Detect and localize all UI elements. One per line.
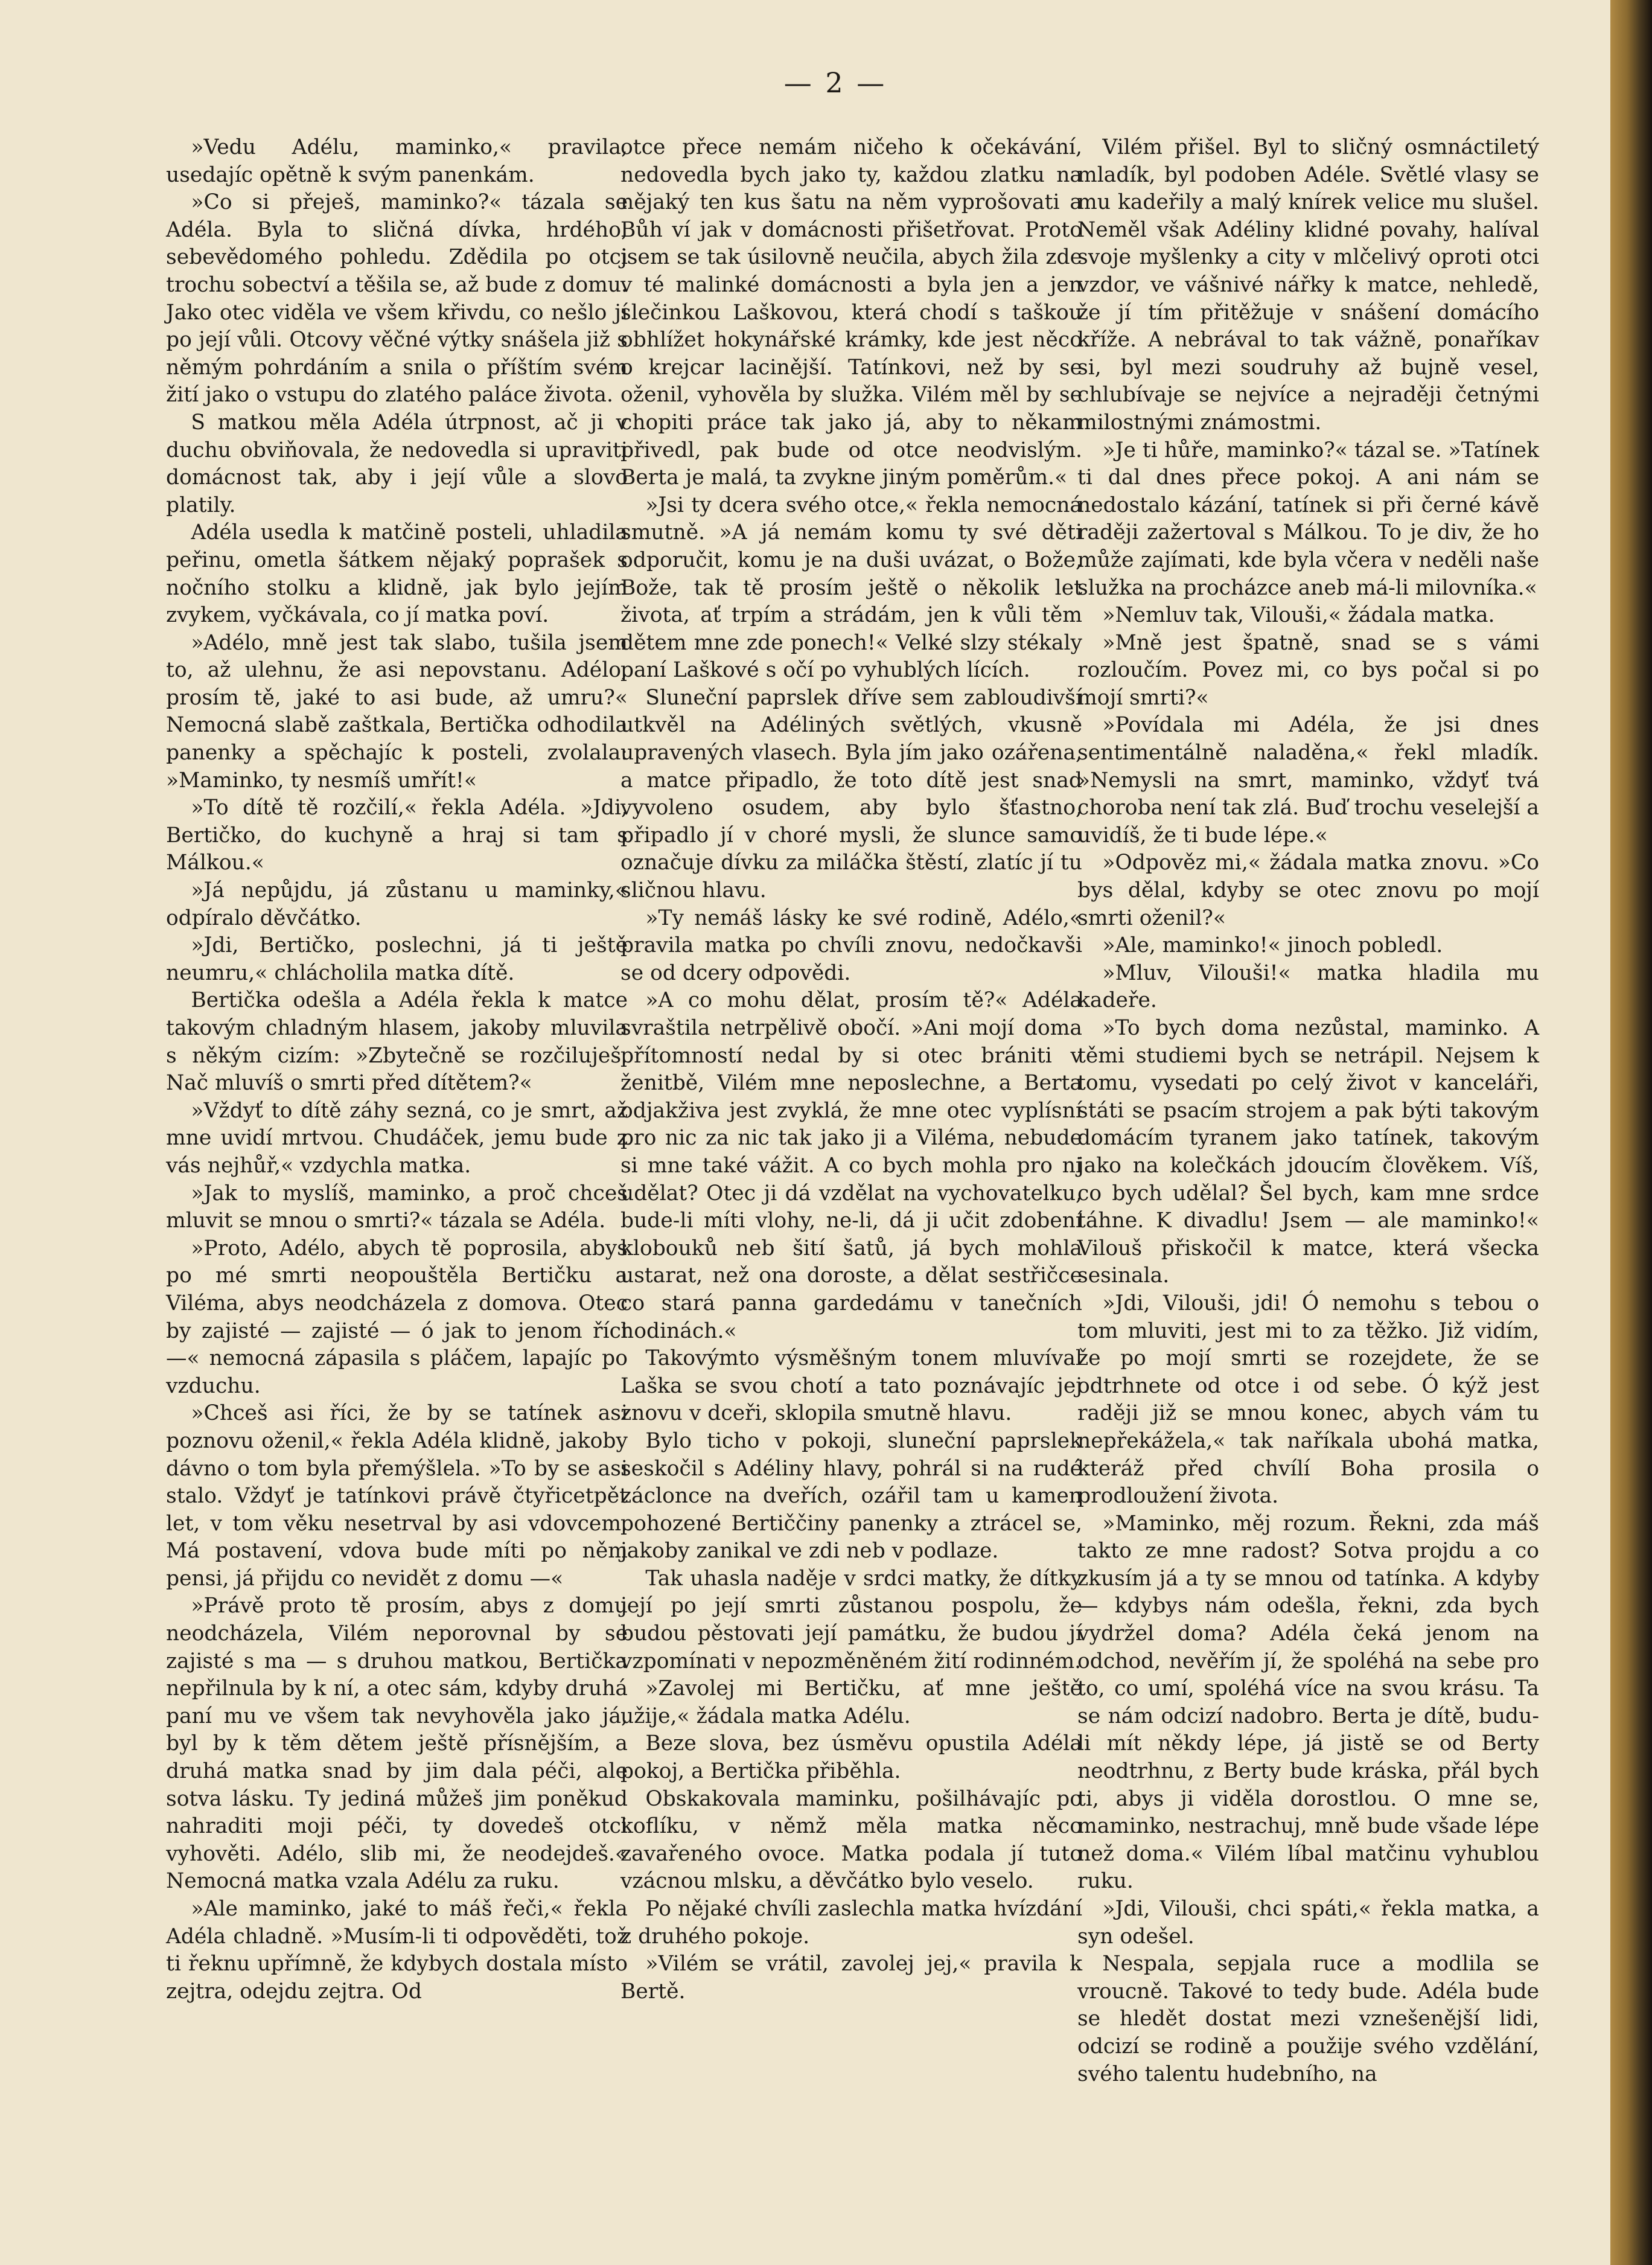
paragraph: Bertička odešla a Adéla řekla k matce takovým chladným hlasem, jakoby mluvila s někým cizím: »Zbytečně se rozčiluješ. Nač mluvíš o smrti před dítětem?« [166, 988, 628, 1096]
paragraph: Takovýmto výsměšným tonem mluvíval Laška se svou chotí a tato poznávajíc jej znovu v dceři, sklopila smutně hlavu. [620, 1346, 1082, 1426]
paragraph: »Maminko, měj rozum. Řekni, zda máš takto ze mne radost? Sotva projdu a co zkusím já a ty se mnou od tatínka. A kdyby — kdybys nám odešla, řekni, zda bych vydržel doma? Adéla čeká jenom na odchod, nevěřím jí, že spoléhá na sebe pro to, co umí, spoléhá více na svou krásu. Ta se nám odcizí nadobro. Berta je dítě, budu-li mít někdy lépe, já jistě se od Berty neodtrhnu, z Berty bude kráska, přál bych ti, abys ji viděla dorostlou. O mne se, maminko, nestrachuj, mně bude všade lépe než doma.« Vilém líbal matčinu vyhublou ruku. [1077, 1511, 1539, 1894]
text-column-3 [1077, 134, 1539, 2211]
paragraph: »Ale, maminko!« jinoch pobledl. [1102, 933, 1443, 958]
paragraph: »Jdi, Vilouši, chci spáti,« řekla matka, a syn odešel. [1077, 1897, 1539, 1949]
paragraph: »Mluv, Vilouši!« matka hladila mu kadeře. [1077, 960, 1539, 1013]
paragraph: Sluneční paprslek dříve sem zabloudivší utkvěl na Adéliných světlých, vkusně upravených vlasech. Byla jím jako ozářena, a matce připadlo, že toto dítě jest snad vyvoleno osudem, aby bylo šťastno, připadlo jí v choré mysli, že slunce samo označuje dívku za miláčka štěstí, zlatíc jí tu sličnou hlavu. [620, 685, 1082, 903]
paragraph: »Proto, Adélo, abych tě poprosila, abys po mé smrti neopouštěla Bertičku a Viléma, abys neodcházela z domova. Otec by zajisté — zajisté — ó jak to jenom říci —« nemocná zápasila s pláčem, lapajíc po vzduchu. [166, 1236, 628, 1398]
paragraph: »Jdi, Bertičko, poslechni, já ti ještě neumru,« chlácholila matka dítě. [166, 933, 628, 985]
paragraph: »Jsi ty dcera svého otce,« řekla nemocná smutně. »A já nemám komu ty své děti odporučit, komu je na duši uvázat, o Bože, Bože, tak tě prosím ještě o několik let života, ať trpím a strádám, jen k vůli těm dětem mne zde ponech!« Velké slzy stékaly paní Laškové s očí po vyhublých lících. [620, 493, 1082, 683]
paragraph: Po nějaké chvíli zaslechla matka hvízdání z druhého pokoje. [620, 1897, 1082, 1949]
paragraph: Obskakovala maminku, pošilhávajíc po koflíku, v němž měla matka něco zavařeného ovoce. Matka podala jí tuto vzácnou mlsku, a děvčátko bylo veselo. [620, 1786, 1082, 1894]
paragraph: »Jdi, Vilouši, jdi! Ó nemohu s tebou o tom mluviti, jest mi to za těžko. Již vidím, že po mojí smrti se rozejdete, že se odtrhnete od otce i od sebe. Ó kýž jest raději již se mnou konec, abych vám tu nepřekážela,« tak naříkala ubohá matka, kteráž před chvílí Boha prosila o prodloužení života. [1077, 1291, 1539, 1509]
paragraph: »A co mohu dělat, prosím tě?« Adéla svraštila netrpělivě obočí. »Ani mojí doma přítomností nedal by si otec brániti v ženitbě, Vilém mne neposlechne, a Berta odjakživa jest zvyklá, že mne otec vyplísní pro nic za nic tak jako ji a Viléma, nebude si mne také vážit. A co bych mohla pro ni udělat? Otec ji dá vzdělat na vychovatelku, bude-li míti vlohy, ne-li, dá ji učit zdobení klobouků neb šití šatů, já bych mohla ustarat, než ona doroste, a dělat sestřičce co stará panna gardedámu v tanečních hodinách.« [620, 988, 1082, 1343]
paragraph: S matkou měla Adéla útrpnost, ač ji v duchu obviňovala, že nedovedla si upraviti domácnost tak, aby i její vůle a slovo platily. [166, 410, 628, 517]
paragraph: otce přece nemám ničeho k očekávání, nedovedla bych jako ty, každou zlatku na nějaký ten kus šatu na něm vyprošovati a Bůh ví jak v domácnosti přišetřovat. Proto jsem se tak úsilovně neučila, abych žila zde v té malinké domácnosti a byla jen a jen slečinkou Laškovou, která chodí s taškou obhlížet hokynářské krámky, kde jest něco o krejcar lacinější. Tatínkovi, než by se oženil, vyhověla by služka. Vilém měl by se chopiti práce tak jako já, aby to někam přivedl, pak bude od otce neodvislým. Berta je malá, ta zvykne jiným poměrům.« [620, 135, 1082, 490]
paragraph: »To dítě tě rozčilí,« řekla Adéla. »Jdi, Bertičko, do kuchyně a hraj si tam s Málkou.« [166, 796, 628, 875]
page-number: — 2 — [783, 66, 887, 99]
paragraph: »To bych doma nezůstal, maminko. A těmi studiemi bych se netrápil. Nejsem k tomu, vysedati po celý život v kanceláři, státi se psacím strojem a pak býti takovým domácím tyranem jako tatínek, takovým jako na kolečkách jdoucím člověkem. Víš, co bych udělal? Šel bych, kam mne srdce táhne. K divadlu! Jsem — ale maminko!« Vilouš přiskočil k matce, která všecka sesinala. [1077, 1016, 1539, 1288]
paragraph: »Vilém se vrátil, zavolej jej,« pravila k Bertě. [620, 1952, 1082, 2004]
paragraph: »Mně jest špatně, snad se s vámi rozloučím. Povez mi, co bys počal si po mojí smrti?« [1077, 630, 1539, 710]
paragraph: »Právě proto tě prosím, abys z domu neodcházela, Vilém neporovnal by se zajisté s ma — s druhou matkou, Bertička nepřilnula by k ní, a otec sám, kdyby druhá paní mu ve všem tak nevyhověla jako já, byl by k těm dětem ještě přísnějším, a druhá matka snad by jim dala péči, ale sotva lásku. Ty jediná můžeš jim poněkud nahraditi moji péči, ty dovedeš otci vyhověti. Adélo, slib mi, že neodejdeš.« Nemocná matka vzala Adélu za ruku. [166, 1594, 628, 1894]
paragraph: Nespala, sepjala ruce a modlila se vroucně. Takové to tedy bude. Adéla bude se hledět dostat mezi vznešenější lidi, odcizí se rodině a použije svého vzdělání, svého talentu hudebního, na [1077, 1952, 1539, 2086]
paragraph: »Adélo, mně jest tak slabo, tušila jsem to, až ulehnu, že asi nepovstanu. Adélo, prosím tě, jaké to asi bude, až umru?« Nemocná slabě zaštkala, Bertička odhodila panenky a spěchajíc k posteli, zvolala: »Maminko, ty nesmíš umřít!« [166, 630, 628, 793]
paragraph: Tak uhasla naděje v srdci matky, že dítky její po její smrti zůstanou pospolu, že budou pěstovati její památku, že budou jí vzpomínati v nepozměněném žití rodinném. [620, 1566, 1082, 1673]
paragraph: »Ale maminko, jaké to máš řeči,« řekla Adéla chladně. »Musím-li ti odpověděti, tož ti řeknu upřímně, že kdybych dostala místo zejtra, odejdu zejtra. Od [166, 1897, 628, 2004]
paragraph: »Já nepůjdu, já zůstanu u maminky,« odpíralo děvčátko. [166, 878, 628, 930]
paragraph: »Vedu Adélu, maminko,« pravila, usedajíc opětně k svým panenkám. [166, 135, 628, 187]
text-column-2 [620, 134, 1082, 2211]
paragraph: »Co si přeješ, maminko?« tázala se Adéla. Byla to sličná dívka, hrdého, sebevědomého pohledu. Zdědila po otci trochu sobectví a těšila se, až bude z domu. Jako otec viděla ve všem křivdu, co nešlo jí po její vůli. Otcovy věčné výtky snášela již s němým pohrdáním a snila o příštím svém žití jako o vstupu do zlatého paláce života. [166, 190, 628, 407]
paragraph: »Povídala mi Adéla, že jsi dnes sentimentálně naladěna,« řekl mladík. »Nemysli na smrt, maminko, vždyť tvá choroba není tak zlá. Buď trochu veselejší a uvidíš, že ti bude lépe.« [1077, 713, 1539, 848]
paragraph: Adéla usedla k matčině posteli, uhladila peřinu, ometla šátkem nějaký poprašek s nočního stolku a klidně, jak bylo jejím zvykem, vyčkávala, co jí matka poví. [166, 520, 628, 628]
paragraph: »Zavolej mi Bertičku, ať mne ještě užije,« žádala matka Adélu. [620, 1676, 1082, 1728]
paragraph: »Nemluv tak, Vilouši,« žádala matka. [1102, 603, 1495, 628]
paragraph: »Ty nemáš lásky ke své rodině, Adélo,« pravila matka po chvíli znovu, nedočkavši se od dcery odpovědi. [620, 906, 1082, 985]
paragraph: »Jak to myslíš, maminko, a proč chceš mluvit se mnou o smrti?« tázala se Adéla. [166, 1181, 628, 1233]
paragraph: Beze slova, bez úsměvu opustila Adéla pokoj, a Bertička přiběhla. [620, 1731, 1082, 1784]
paragraph: Bylo ticho v pokoji, sluneční paprslek seskočil s Adéliny hlavy, pohrál si na rudé záclonce na dveřích, ozářil tam u kamen pohozené Bertiččiny panenky a ztrácel se, jakoby zanikal ve zdi neb v podlaze. [620, 1428, 1082, 1564]
paragraph: »Odpověz mi,« žádala matka znovu. »Co bys dělal, kdyby se otec znovu po mojí smrti oženil?« [1077, 851, 1539, 930]
paragraph: »Je ti hůře, maminko?« tázal se. »Tatínek ti dal dnes přece pokoj. A ani nám se nedostalo kázání, tatínek si při černé kávě raději zažertoval s Málkou. To je div, že ho může zajímati, kde byla včera v neděli naše služka na procházce aneb má-li milovníka.« [1077, 438, 1539, 600]
paragraph: Vilém přišel. Byl to sličný osmnáctiletý mladík, byl podoben Adéle. Světlé vlasy se mu kadeřily a malý knírek velice mu slušel. Neměl však Adéliny klidné povahy, halíval svoje myšlenky a city v mlčelivý oproti otci vzdor, ve vášnivé nářky k matce, nehledě, že jí tím přitěžuje v snášení domácího kříže. A nebrával to tak vážně, ponaříkav si, byl mezi soudruhy až bujně vesel, chlubívaje se nejvíce a nejraději četnými milostnými známostmi. [1077, 135, 1539, 435]
paragraph: »Chceš asi říci, že by se tatínek asi poznovu oženil,« řekla Adéla klidně, jakoby dávno o tom byla přemýšlela. »To by se asi stalo. Vždyť je tatínkovi právě čtyřicetpět let, v tom věku nesetrval by asi vdovcem. Má postavení, vdova bude míti po něm pensi, já přijdu co nevidět z domu —« [166, 1401, 628, 1591]
paragraph: »Vždyť to dítě záhy sezná, co je smrt, až mne uvidí mrtvou. Chudáček, jemu bude z vás nejhůř,« vzdychla matka. [166, 1098, 628, 1178]
book-spine-shadow [1610, 0, 1652, 2265]
text-column-1 [166, 134, 628, 2211]
